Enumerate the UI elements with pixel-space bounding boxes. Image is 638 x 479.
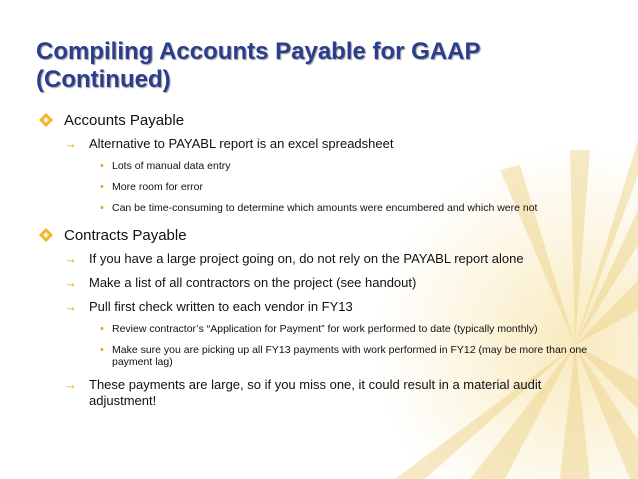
dot-bullet-icon: • — [100, 181, 104, 193]
section-accounts-payable — [38, 112, 598, 130]
arrow-right-icon: → — [64, 377, 77, 392]
arrow-right-icon: → — [64, 299, 77, 314]
arrow-right-icon: → — [64, 251, 77, 266]
title-line-2: (Continued) — [36, 66, 171, 93]
sub-list-item: • Review contractor’s “Application for Payment” for work performed to date (typically monthly) — [100, 323, 538, 335]
section-heading: Accounts Payable — [64, 112, 185, 129]
slide-title — [36, 38, 626, 94]
diamond-bullet-icon — [38, 227, 54, 243]
sub-list-item: • More room for error — [100, 181, 204, 193]
dot-bullet-icon: • — [100, 202, 104, 214]
dot-bullet-icon: • — [100, 323, 104, 335]
list-item: → Make a list of all contractors on the project (see handout) — [64, 275, 417, 290]
arrow-right-icon: → — [64, 136, 77, 151]
slide-content — [38, 112, 598, 417]
list-item: → Alternative to PAYABL report is an excel spreadsheet — [64, 136, 394, 151]
list-item: → Pull first check written to each vendor in FY13 — [64, 299, 353, 314]
section-heading: Contracts Payable — [64, 227, 187, 244]
dot-bullet-icon: • — [100, 160, 104, 172]
diamond-bullet-icon — [38, 112, 54, 128]
dot-bullet-icon: • — [100, 344, 104, 356]
title-line-1: Compiling Accounts Payable for GAAP — [36, 38, 481, 65]
section-contracts-payable — [38, 227, 598, 245]
list-item: → These payments are large, so if you miss one, it could result in a material audit adjustment! — [64, 377, 542, 408]
list-item: → If you have a large project going on, do not rely on the PAYABL report alone — [64, 251, 524, 266]
sub-list-item: • Lots of manual data entry — [100, 160, 231, 172]
sub-list-item: • Can be time-consuming to determine which amounts were encumbered and which were not — [100, 202, 538, 214]
arrow-right-icon: → — [64, 275, 77, 290]
sub-list-item: • Make sure you are picking up all FY13 payments with work performed in FY12 (may be more than one payment lag) — [100, 344, 588, 368]
